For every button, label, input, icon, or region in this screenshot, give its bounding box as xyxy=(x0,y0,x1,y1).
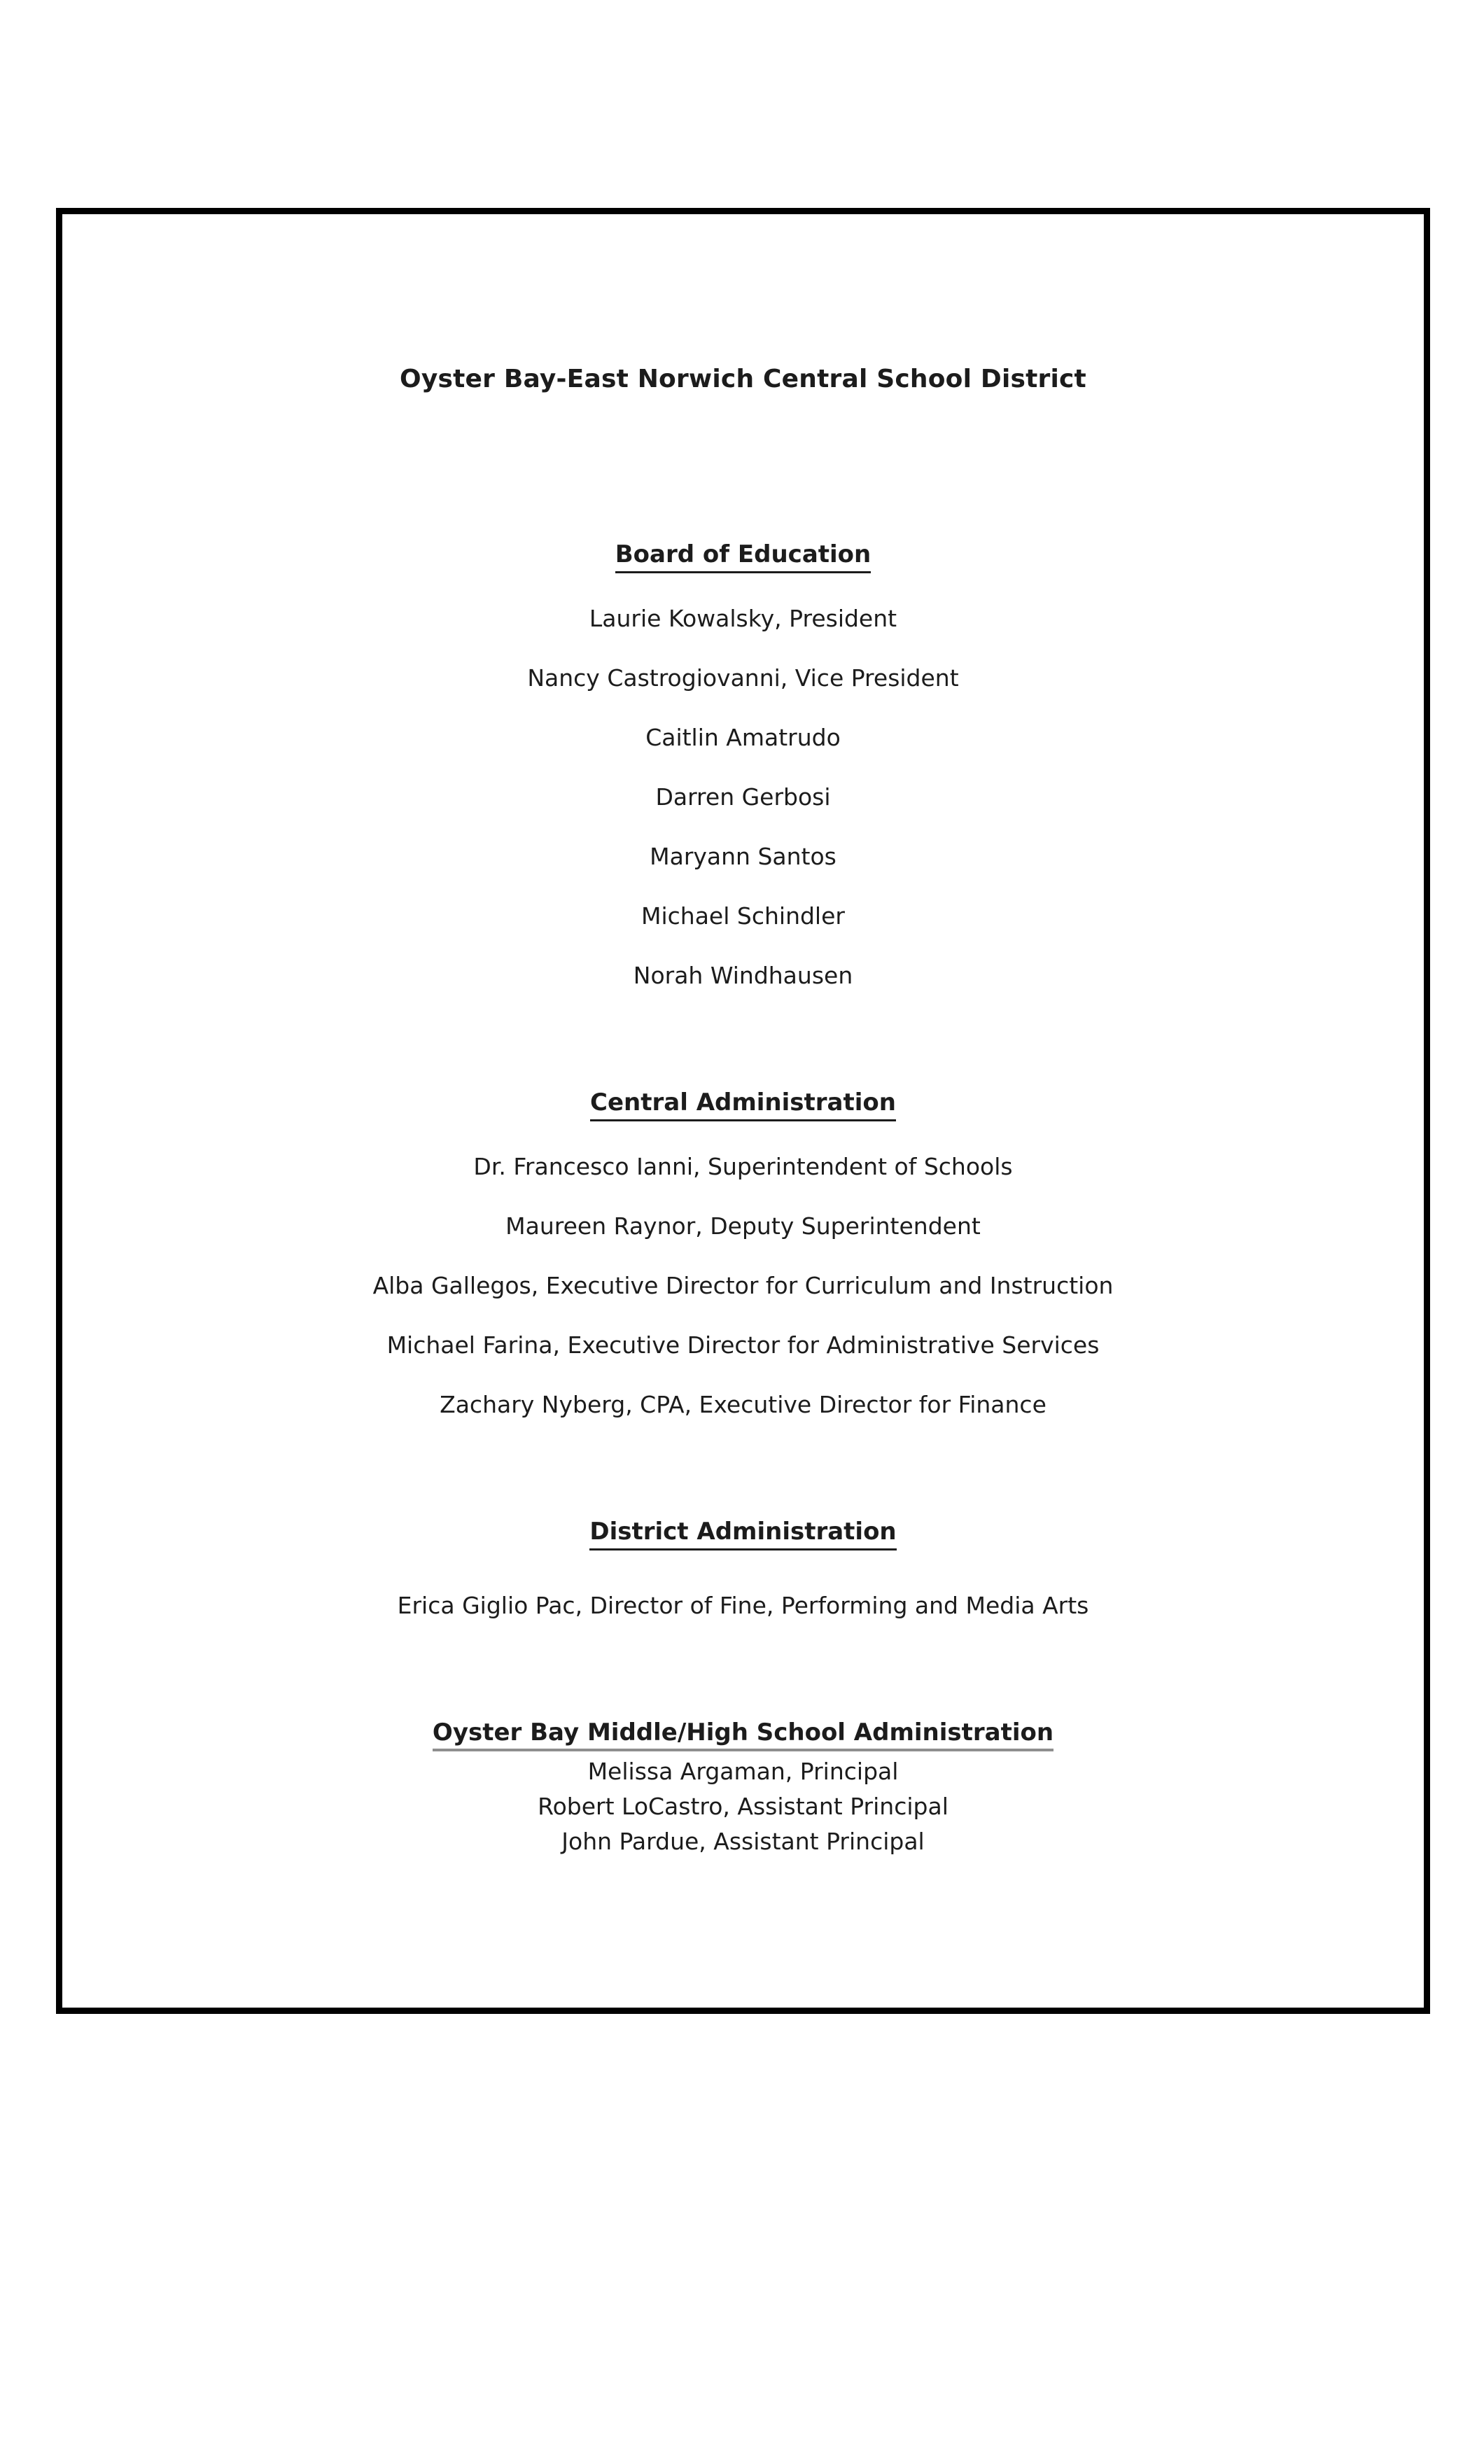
section-heading xyxy=(62,1087,1424,1121)
person-line: Michael Farina, Executive Director for Administrative Services xyxy=(386,1331,1100,1359)
person-line: Maureen Raynor, Deputy Superintendent xyxy=(505,1212,981,1240)
section-heading xyxy=(62,539,1424,573)
section-lines xyxy=(62,1758,1424,1856)
person-line: Melissa Argaman, Principal xyxy=(587,1758,899,1785)
section-heading-text: Central Administration xyxy=(590,1087,896,1121)
person-line: Darren Gerbosi xyxy=(655,783,831,811)
section-board-of-education xyxy=(62,539,1424,990)
person-line: Dr. Francesco Ianni, Superintendent of Schools xyxy=(473,1153,1013,1180)
section-lines xyxy=(62,605,1424,990)
person-line: Laurie Kowalsky, President xyxy=(589,605,897,632)
section-middle-high-school-administration xyxy=(62,1717,1424,1856)
person-line: John Pardue, Assistant Principal xyxy=(561,1828,925,1855)
person-line: Erica Giglio Pac, Director of Fine, Performing and Media Arts xyxy=(397,1592,1089,1619)
section-heading xyxy=(62,1516,1424,1550)
person-line: Alba Gallegos, Executive Director for Curriculum and Instruction xyxy=(372,1272,1114,1299)
section-heading-text: District Administration xyxy=(589,1516,896,1550)
person-line: Maryann Santos xyxy=(650,843,836,870)
document-border-box xyxy=(56,208,1430,2014)
person-line: Nancy Castrogiovanni, Vice President xyxy=(527,664,959,692)
person-line: Zachary Nyberg, CPA, Executive Director for Finance xyxy=(440,1391,1046,1418)
document-title: Oyster Bay-East Norwich Central School District xyxy=(400,365,1086,393)
person-line: Robert LoCastro, Assistant Principal xyxy=(538,1793,948,1820)
section-central-administration xyxy=(62,1087,1424,1419)
section-heading-text: Oyster Bay Middle/High School Administration xyxy=(433,1717,1054,1751)
section-lines xyxy=(62,1153,1424,1419)
person-line: Norah Windhausen xyxy=(633,962,853,989)
person-line: Michael Schindler xyxy=(641,902,845,930)
section-heading xyxy=(62,1717,1424,1751)
section-lines xyxy=(62,1592,1424,1620)
section-district-administration xyxy=(62,1516,1424,1620)
person-line: Caitlin Amatrudo xyxy=(645,724,841,751)
section-heading-text: Board of Education xyxy=(615,539,871,573)
